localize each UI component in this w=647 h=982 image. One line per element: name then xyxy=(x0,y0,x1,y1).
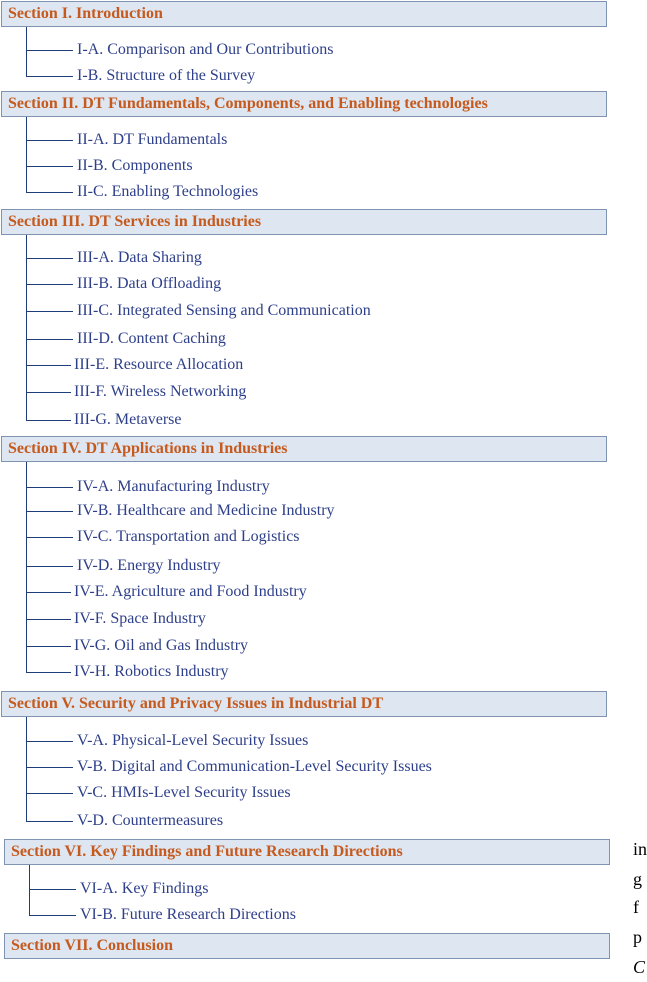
toc-item-V-B: V-B. Digital and Communication-Level Security Issues xyxy=(77,758,432,775)
branch-line xyxy=(27,140,73,141)
branch-line xyxy=(27,511,73,512)
toc-item-VI-B: VI-B. Future Research Directions xyxy=(80,906,296,923)
edge-text-fragment: C xyxy=(633,957,646,977)
tree-connector-section-1 xyxy=(26,27,27,77)
branch-line xyxy=(27,420,71,421)
section-6-header: Section VI. Key Findings and Future Research Directions xyxy=(4,839,610,865)
toc-item-II-A: II-A. DT Fundamentals xyxy=(77,131,228,148)
branch-line xyxy=(27,592,71,593)
toc-item-IV-D: IV-D. Energy Industry xyxy=(77,557,221,574)
toc-item-IV-C: IV-C. Transportation and Logistics xyxy=(77,528,300,545)
toc-item-III-A: III-A. Data Sharing xyxy=(77,249,202,266)
section-7-header: Section VII. Conclusion xyxy=(4,933,610,959)
toc-item-V-D: V-D. Countermeasures xyxy=(77,812,224,829)
toc-item-I-B: I-B. Structure of the Survey xyxy=(77,67,256,84)
section-5-header: Section V. Security and Privacy Issues in Industrial DT xyxy=(1,691,607,717)
toc-item-III-D: III-D. Content Caching xyxy=(77,330,226,347)
toc-item-VI-A: VI-A. Key Findings xyxy=(80,880,209,897)
edge-text-fragment: f xyxy=(633,897,639,917)
tree-connector-section-5 xyxy=(26,717,27,822)
toc-item-V-C: V-C. HMIs-Level Security Issues xyxy=(77,784,291,801)
section-4-header: Section IV. DT Applications in Industries xyxy=(1,436,607,462)
branch-line xyxy=(30,889,76,890)
branch-line xyxy=(27,258,73,259)
tree-connector-section-6 xyxy=(29,865,30,916)
toc-item-IV-B: IV-B. Healthcare and Medicine Industry xyxy=(77,502,335,519)
branch-line xyxy=(27,537,73,538)
branch-line xyxy=(27,767,73,768)
section-1-header: Section I. Introduction xyxy=(1,1,607,27)
toc-item-III-G: III-G. Metaverse xyxy=(74,411,182,428)
branch-line xyxy=(27,339,73,340)
branch-line xyxy=(27,50,73,51)
section-2-header: Section II. DT Fundamentals, Components, and Enabling technologies xyxy=(1,91,607,117)
edge-text-fragment: in xyxy=(633,839,647,859)
branch-line xyxy=(27,311,73,312)
branch-line xyxy=(27,672,71,673)
branch-line xyxy=(27,284,73,285)
toc-item-IV-G: IV-G. Oil and Gas Industry xyxy=(74,637,249,654)
toc-item-IV-F: IV-F. Space Industry xyxy=(74,610,206,627)
toc-item-IV-H: IV-H. Robotics Industry xyxy=(74,663,229,680)
tree-connector-section-4 xyxy=(26,462,27,673)
branch-line xyxy=(27,793,73,794)
tree-connector-section-2 xyxy=(26,117,27,193)
branch-line xyxy=(27,741,73,742)
branch-line xyxy=(27,646,71,647)
branch-line xyxy=(27,365,71,366)
tree-connector-section-3 xyxy=(26,235,27,421)
toc-item-III-C: III-C. Integrated Sensing and Communication xyxy=(77,302,371,319)
toc-item-IV-E: IV-E. Agriculture and Food Industry xyxy=(74,583,307,600)
branch-line xyxy=(27,392,71,393)
toc-item-II-C: II-C. Enabling Technologies xyxy=(77,183,259,200)
branch-line xyxy=(27,821,73,822)
toc-item-III-F: III-F. Wireless Networking xyxy=(74,383,247,400)
branch-line xyxy=(27,166,73,167)
toc-item-I-A: I-A. Comparison and Our Contributions xyxy=(77,41,334,58)
toc-item-II-B: II-B. Components xyxy=(77,157,193,174)
edge-text-fragment: p xyxy=(633,927,642,947)
toc-item-IV-A: IV-A. Manufacturing Industry xyxy=(77,478,270,495)
branch-line xyxy=(27,192,73,193)
branch-line xyxy=(27,487,73,488)
branch-line xyxy=(27,619,71,620)
section-3-header: Section III. DT Services in Industries xyxy=(1,209,607,235)
toc-item-III-B: III-B. Data Offloading xyxy=(77,275,222,292)
branch-line xyxy=(27,566,73,567)
toc-item-III-E: III-E. Resource Allocation xyxy=(74,356,244,373)
edge-text-fragment: g xyxy=(633,869,642,889)
branch-line xyxy=(30,915,76,916)
toc-item-V-A: V-A. Physical-Level Security Issues xyxy=(77,732,309,749)
branch-line xyxy=(27,76,73,77)
